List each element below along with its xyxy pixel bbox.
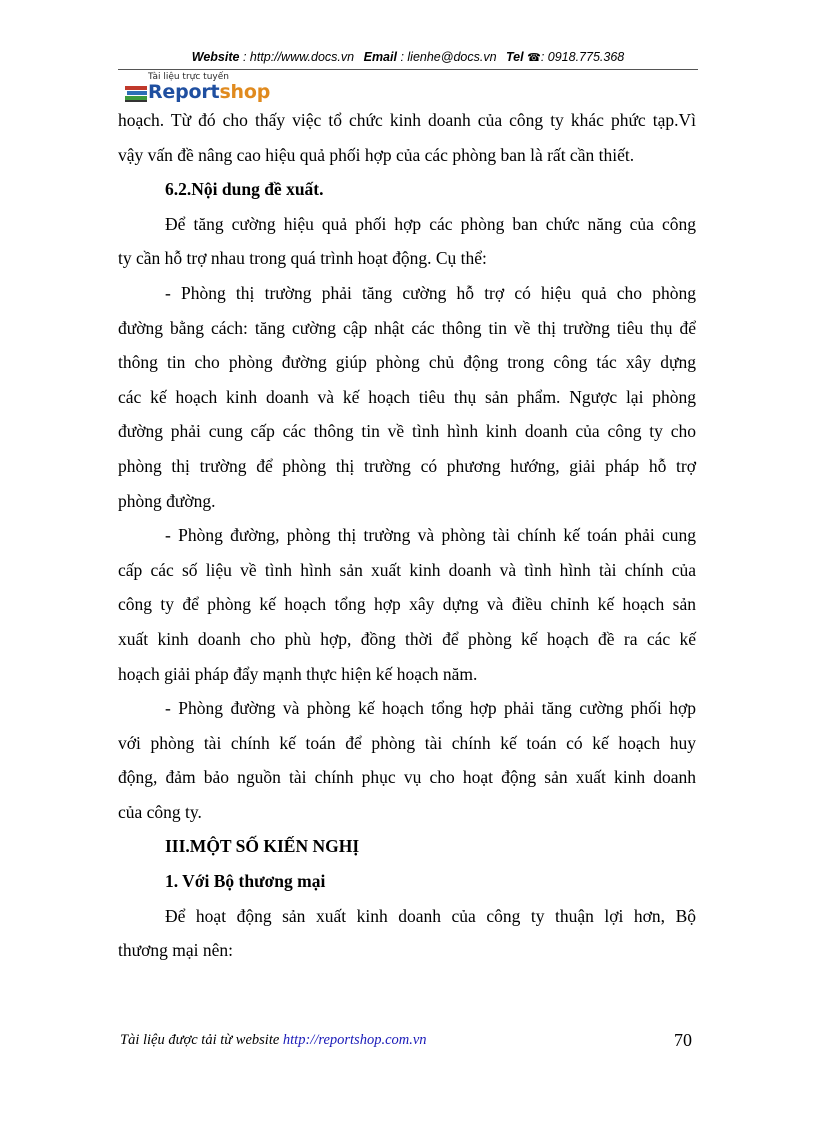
text-line: phòng thị trường để phòng thị trường có phương hướng, giải pháp hỗ trợ xyxy=(118,455,696,476)
tel-value: : 0918.775.368 xyxy=(540,50,625,64)
text-line: ty cần hỗ trợ nhau trong quá trình hoạt động. Cụ thể: xyxy=(118,248,487,269)
section-heading: III.MỘT SỐ KIẾN NGHỊ xyxy=(165,836,360,857)
website-value: : http://www.docs.vn xyxy=(242,50,355,64)
website-label: Website xyxy=(191,50,240,64)
text-line: hoạch. Từ đó cho thấy việc tổ chức kinh doanh của công ty khác phức tạp.Vì xyxy=(118,110,696,130)
email-label: Email xyxy=(363,50,397,64)
footer-note xyxy=(120,1032,427,1049)
text-line: thông tin cho phòng đường giúp phòng chủ động trong công tác xây dựng xyxy=(118,352,696,373)
text-line: phòng đường. xyxy=(118,490,216,511)
text-line: hoạch giải pháp đẩy mạnh thực hiện kế hoạch năm. xyxy=(118,663,478,684)
logo-tagline: Tài liệu trực tuyến xyxy=(148,72,229,82)
text-line: Để tăng cường hiệu quả phối hợp các phòng ban chức năng của công xyxy=(165,213,696,234)
subsection-heading: 1. Với Bộ thương mại xyxy=(165,871,326,892)
books-icon xyxy=(124,83,148,103)
footer-link[interactable]: http://reportshop.com.vn xyxy=(282,1032,427,1048)
text-line: động, đảm bảo nguồn tài chính phục vụ cho hoạt động sản xuất kinh doanh xyxy=(118,767,696,788)
text-line: đường phải cung cấp các thông tin về tình hình kinh doanh của công ty cho xyxy=(118,421,696,442)
reportshop-logo xyxy=(122,72,282,106)
text-line: xuất kinh doanh cho phù hợp, đồng thời để phòng kế hoạch đề ra các kế xyxy=(118,628,696,649)
text-line: - Phòng thị trường phải tăng cường hỗ trợ có hiệu quả cho phòng xyxy=(165,282,696,303)
footer-text: Tài liệu được tải từ website xyxy=(120,1032,283,1048)
text-line: thương mại nên: xyxy=(118,940,233,961)
page-header xyxy=(0,50,816,64)
text-line: các kế hoạch kinh doanh và kế hoạch tiêu thụ sản phẩm. Ngược lại phòng xyxy=(118,386,696,407)
document-body xyxy=(118,103,696,968)
text-line: cấp các số liệu về tình hình sản xuất kinh doanh và tình hình tài chính của xyxy=(118,559,696,580)
text-line: vậy vấn đề nâng cao hiệu quả phối hợp của các phòng ban là rất cần thiết. xyxy=(118,144,635,165)
text-line: công ty để phòng kế hoạch tổng hợp xây dựng và điều chỉnh kế hoạch sản xyxy=(118,594,696,615)
text-line: với phòng tài chính kế toán để phòng tài chính kế toán có kế hoạch huy xyxy=(118,732,696,753)
section-heading: 6.2.Nội dung đề xuất. xyxy=(165,179,324,200)
text-line: của công ty. xyxy=(118,801,202,822)
text-line: - Phòng đường, phòng thị trường và phòng tài chính kế toán phải cung xyxy=(165,525,696,546)
text-line: đường bằng cách: tăng cường cập nhật các thông tin về thị trường tiêu thụ để xyxy=(118,317,696,338)
header-divider xyxy=(118,69,698,70)
phone-icon: ☎ xyxy=(527,52,541,64)
text-line: - Phòng đường và phòng kế hoạch tổng hợp phải tăng cường phối hợp xyxy=(165,698,696,719)
logo-brand: Reportshop xyxy=(148,81,271,103)
page-number: 70 xyxy=(674,1030,692,1050)
text-line: Để hoạt động sản xuất kinh doanh của công ty thuận lợi hơn, Bộ xyxy=(165,905,696,926)
email-value: : lienhe@docs.vn xyxy=(400,50,497,64)
tel-label: Tel xyxy=(506,50,524,64)
